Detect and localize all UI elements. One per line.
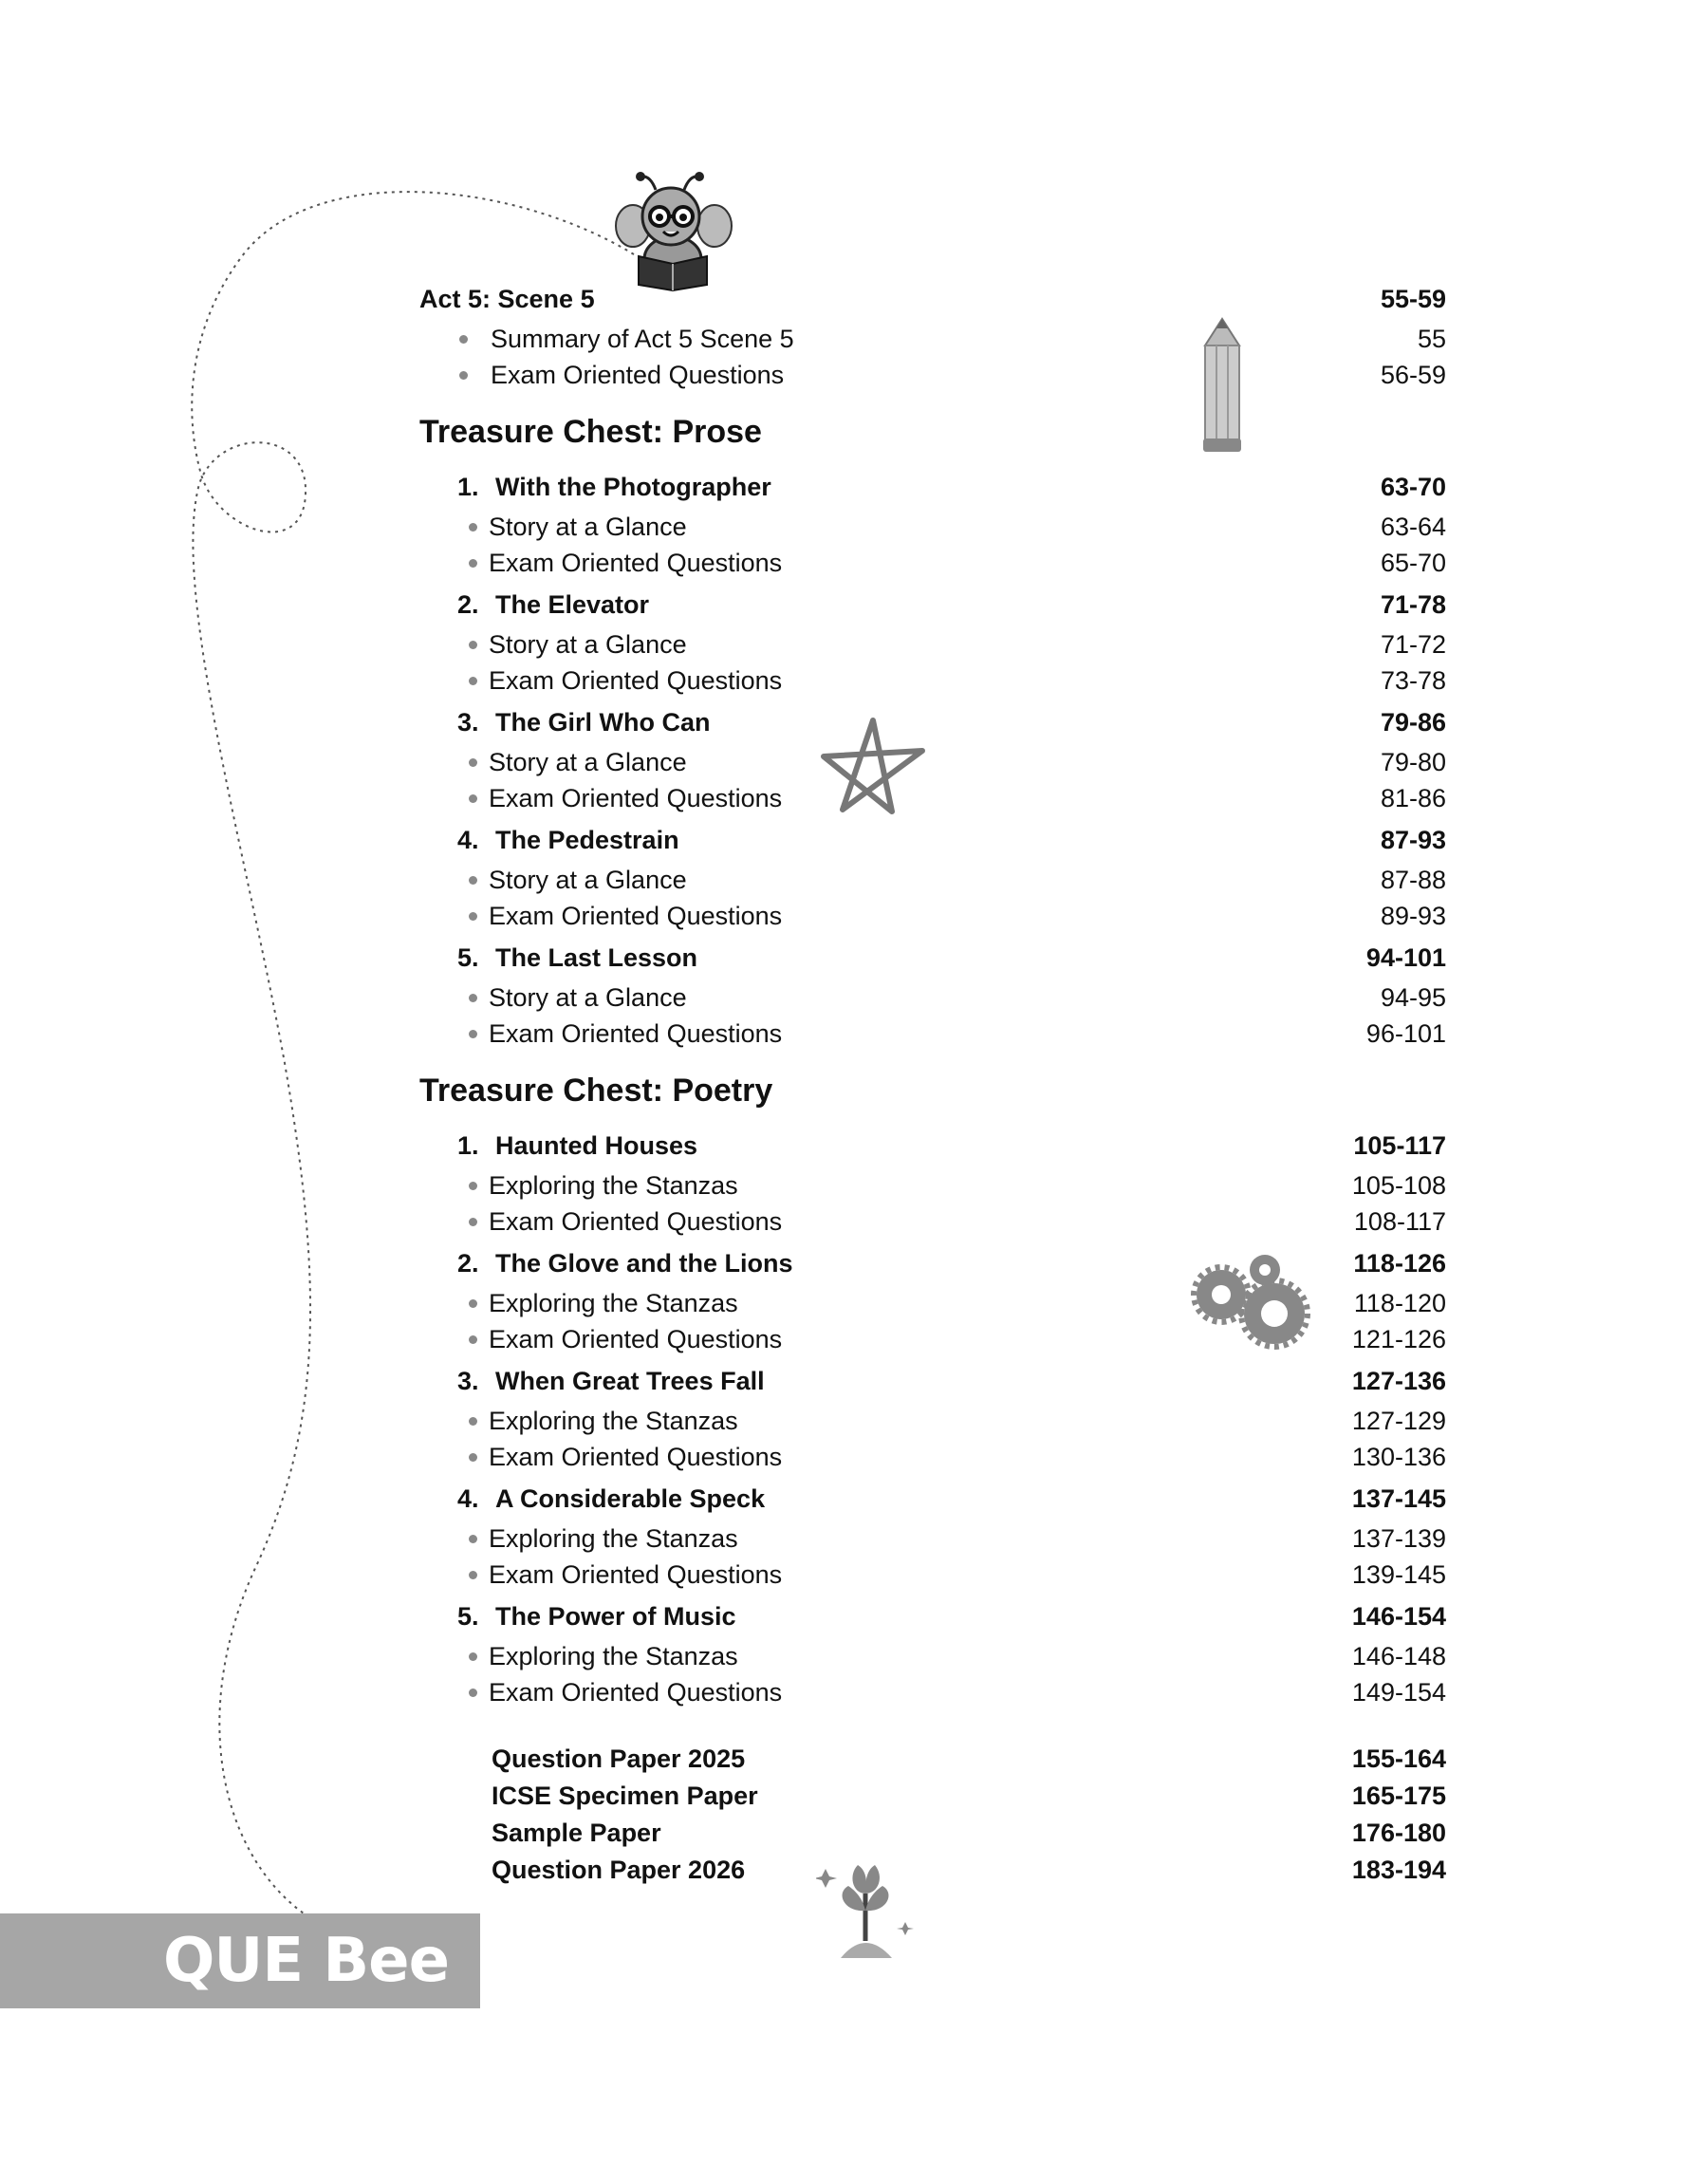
chapter-number: 1. [457,1131,479,1160]
subitem-label: Story at a Glance [419,748,1381,777]
subitem-label: Story at a Glance [419,630,1381,660]
subitem-pages: 118-120 [1353,1289,1446,1317]
chapter-title: A Considerable Speck [495,1484,766,1513]
section-heading-prose [419,414,1446,467]
subitem-label: Story at a Glance [419,983,1381,1013]
chapter-number: 2. [457,590,479,619]
paper-row[interactable] [419,1782,1446,1819]
chapter-pages: 105-117 [1353,1131,1446,1160]
paper-row[interactable] [419,1745,1446,1782]
toc-subitem[interactable] [419,549,1446,585]
chapter-row[interactable] [419,1131,1446,1171]
chapter-number: 5. [457,943,479,972]
subitem-pages: 130-136 [1351,1443,1446,1471]
chapter-title: The Pedestrain [495,826,679,854]
chapter-title: With the Photographer [495,473,771,501]
subitem-pages: 139-145 [1351,1560,1446,1589]
chapter-pages: 94-101 [1365,943,1446,972]
toc-subitem[interactable] [419,1207,1446,1243]
toc-subitem[interactable] [419,784,1446,820]
subitem-label: Exam Oriented Questions [419,549,1381,578]
subitem-pages: 94-95 [1380,983,1446,1012]
brand-banner [0,1913,480,2008]
subitem-pages: 108-117 [1353,1207,1446,1236]
toc-subitem[interactable] [419,666,1446,702]
subitem-label: Summary of Act 5 Scene 5 [419,325,1418,354]
chapter-number: 3. [457,1367,479,1395]
chapter-title: The Glove and the Lions [495,1249,793,1278]
chapter-title: The Power of Music [495,1602,736,1631]
toc-subitem[interactable] [419,630,1446,666]
chapter-row[interactable] [419,1367,1446,1407]
toc-subitem[interactable] [419,513,1446,549]
subitem-label: Exam Oriented Questions [419,666,1381,696]
act5-pages: 55-59 [1380,285,1446,313]
act5-heading-row[interactable] [419,285,1446,325]
toc-subitem[interactable] [419,1325,1446,1361]
chapter-row[interactable] [419,1484,1446,1524]
toc-subitem[interactable] [419,325,1446,361]
chapter-row[interactable] [419,826,1446,866]
brand-logo-text: QUE Bee [163,1926,449,1996]
toc-subitem[interactable] [419,1642,1446,1678]
chapter-title: When Great Trees Fall [495,1367,765,1395]
chapter-pages: 63-70 [1380,473,1446,501]
paper-pages: 165-175 [1351,1782,1446,1810]
section-heading-label: Treasure Chest: Poetry [419,1073,773,1109]
toc-subitem[interactable] [419,361,1446,397]
chapter-row[interactable] [419,1249,1446,1289]
subitem-label: Exam Oriented Questions [419,902,1381,931]
toc-subitem[interactable] [419,1289,1446,1325]
subitem-label: Exam Oriented Questions [419,1207,1354,1237]
subitem-pages: 56-59 [1380,361,1446,389]
subitem-label: Exam Oriented Questions [419,1325,1352,1354]
subitem-pages: 71-72 [1380,630,1446,659]
chapter-row[interactable] [419,590,1446,630]
subitem-pages: 121-126 [1351,1325,1446,1353]
paper-pages: 176-180 [1351,1819,1446,1847]
chapter-pages: 146-154 [1351,1602,1446,1631]
paper-label: Sample Paper [492,1819,661,1847]
chapter-number: 3. [457,708,479,737]
subitem-pages: 96-101 [1365,1019,1446,1048]
chapter-number: 5. [457,1602,479,1631]
subitem-label: Story at a Glance [419,513,1381,542]
subitem-label: Exploring the Stanzas [419,1642,1352,1671]
section-heading-poetry [419,1073,1446,1126]
chapter-pages: 79-86 [1380,708,1446,737]
subitem-label: Exploring the Stanzas [419,1524,1352,1554]
subitem-label: Exam Oriented Questions [419,784,1381,813]
subitem-label: Exploring the Stanzas [419,1289,1354,1318]
paper-row[interactable] [419,1856,1446,1893]
chapter-number: 4. [457,826,479,854]
subitem-label: Story at a Glance [419,866,1381,895]
subitem-label: Exam Oriented Questions [419,361,1381,390]
subitem-pages: 146-148 [1351,1642,1446,1670]
subitem-label: Exploring the Stanzas [419,1171,1352,1201]
subitem-pages: 81-86 [1380,784,1446,812]
toc-subitem[interactable] [419,1678,1446,1714]
subitem-pages: 127-129 [1351,1407,1446,1435]
subitem-pages: 79-80 [1380,748,1446,776]
chapter-number: 1. [457,473,479,501]
toc-subitem[interactable] [419,1171,1446,1207]
chapter-row[interactable] [419,708,1446,748]
subitem-pages: 65-70 [1380,549,1446,577]
toc-subitem[interactable] [419,1524,1446,1560]
subitem-pages: 149-154 [1351,1678,1446,1707]
chapter-row[interactable] [419,943,1446,983]
subitem-label: Exam Oriented Questions [419,1560,1352,1590]
chapter-pages: 127-136 [1351,1367,1446,1395]
toc-subitem[interactable] [419,1019,1446,1055]
subitem-pages: 55 [1417,325,1446,353]
chapter-title: The Elevator [495,590,650,619]
chapter-pages: 71-78 [1380,590,1446,619]
paper-row[interactable] [419,1819,1446,1856]
paper-label: ICSE Specimen Paper [492,1782,758,1810]
subitem-pages: 73-78 [1380,666,1446,695]
subitem-label: Exam Oriented Questions [419,1443,1352,1472]
toc-subitem[interactable] [419,1407,1446,1443]
paper-label: Question Paper 2025 [492,1745,746,1773]
chapter-pages: 87-93 [1380,826,1446,854]
chapter-title: Haunted Houses [495,1131,698,1160]
subitem-pages: 105-108 [1351,1171,1446,1200]
chapter-number: 2. [457,1249,479,1278]
act5-title: Act 5: Scene 5 [419,285,595,313]
chapter-title: The Last Lesson [495,943,698,972]
paper-pages: 155-164 [1351,1745,1446,1773]
subitem-label: Exam Oriented Questions [419,1678,1352,1707]
chapter-row[interactable] [419,473,1446,513]
subitem-label: Exploring the Stanzas [419,1407,1352,1436]
toc-subitem[interactable] [419,1443,1446,1479]
section-heading-label: Treasure Chest: Prose [419,414,762,450]
toc-subitem[interactable] [419,866,1446,902]
subitem-pages: 87-88 [1380,866,1446,894]
paper-label: Question Paper 2026 [492,1856,746,1884]
subitem-pages: 63-64 [1380,513,1446,541]
bee-reading-icon [612,169,735,292]
subitem-pages: 137-139 [1351,1524,1446,1553]
chapter-number: 4. [457,1484,479,1513]
subitem-pages: 89-93 [1380,902,1446,930]
toc-subitem[interactable] [419,1560,1446,1596]
subitem-label: Exam Oriented Questions [419,1019,1366,1049]
chapter-pages: 137-145 [1351,1484,1446,1513]
toc-subitem[interactable] [419,902,1446,938]
toc-subitem[interactable] [419,983,1446,1019]
chapter-title: The Girl Who Can [495,708,711,737]
toc-subitem[interactable] [419,748,1446,784]
chapter-pages: 118-126 [1353,1249,1446,1278]
table-of-contents [419,285,1446,1893]
paper-pages: 183-194 [1351,1856,1446,1884]
chapter-row[interactable] [419,1602,1446,1642]
